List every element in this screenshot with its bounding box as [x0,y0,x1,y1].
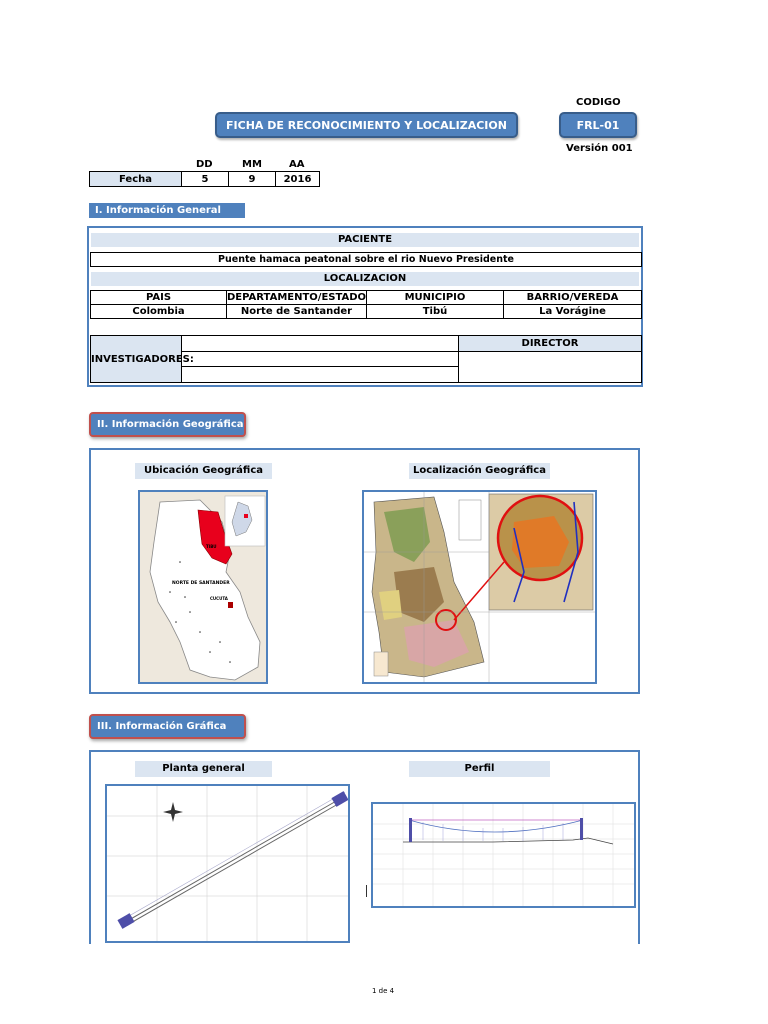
ubicacion-map [138,490,268,684]
col-departamento: DEPARTAMENTO/ESTADO [227,292,367,303]
investigadores-block [90,335,194,383]
dd-label: DD [196,159,213,170]
date-mm: 9 [229,172,276,187]
ubicacion-caption: Ubicación Geográfica [135,463,272,479]
director-label: DIRECTOR [458,335,642,352]
director-field[interactable] [458,351,642,383]
planta-caption: Planta general [135,761,272,777]
paciente-value: Puente hamaca peatonal sobre el rio Nuevo Presidente [90,252,642,267]
mm-label: MM [242,159,262,170]
section-2-title: II. Información Geográfica [89,412,246,437]
perfil-cursor-mark [366,885,367,897]
date-table [89,171,320,187]
map-label-tibu: TIBU [206,544,217,549]
planta-svg [107,786,348,941]
code-value-badge: FRL-01 [559,112,637,138]
localizacion-map [362,490,597,684]
date-aa: 2016 [276,172,320,187]
perfil-drawing [371,802,636,908]
val-pais: Colombia [90,304,227,319]
localizacion-map-svg [364,492,595,682]
localizacion-label: LOCALIZACION [91,272,639,286]
investigadores-field-2[interactable] [181,351,459,367]
investigadores-label: INVESTIGADORES: [91,353,194,365]
investigadores-field-3[interactable] [181,366,459,383]
val-barrio: La Vorágine [503,304,642,319]
localizacion-caption: Localización Geográfica [409,463,550,479]
val-municipio: Tibú [366,304,504,319]
section-3-title: III. Información Gráfica [89,714,246,739]
page-number: 1 de 4 [372,987,395,995]
date-dd: 5 [182,172,229,187]
planta-drawing [105,784,350,943]
map-label-norte: NORTE DE SANTANDER [172,581,230,586]
col-pais: PAIS [90,290,227,305]
col-barrio: BARRIO/VEREDA [503,290,642,305]
form-title: FICHA DE RECONOCIMIENTO Y LOCALIZACION [215,112,518,138]
section-1-title: I. Información General [89,203,245,218]
date-label: Fecha [90,172,182,187]
map-label-cucuta: CUCUTA [210,596,228,601]
perfil-svg [373,804,634,906]
ubicacion-map-svg [140,492,266,682]
aa-label: AA [289,159,305,170]
col-municipio: MUNICIPIO [366,290,504,305]
section-1-frame [87,226,643,387]
val-departamento: Norte de Santander [226,304,367,319]
version-label: Versión 001 [566,143,633,154]
code-label: CODIGO [576,97,621,108]
perfil-caption: Perfil [409,761,550,777]
investigadores-field-1[interactable] [181,335,459,352]
paciente-label: PACIENTE [91,233,639,247]
